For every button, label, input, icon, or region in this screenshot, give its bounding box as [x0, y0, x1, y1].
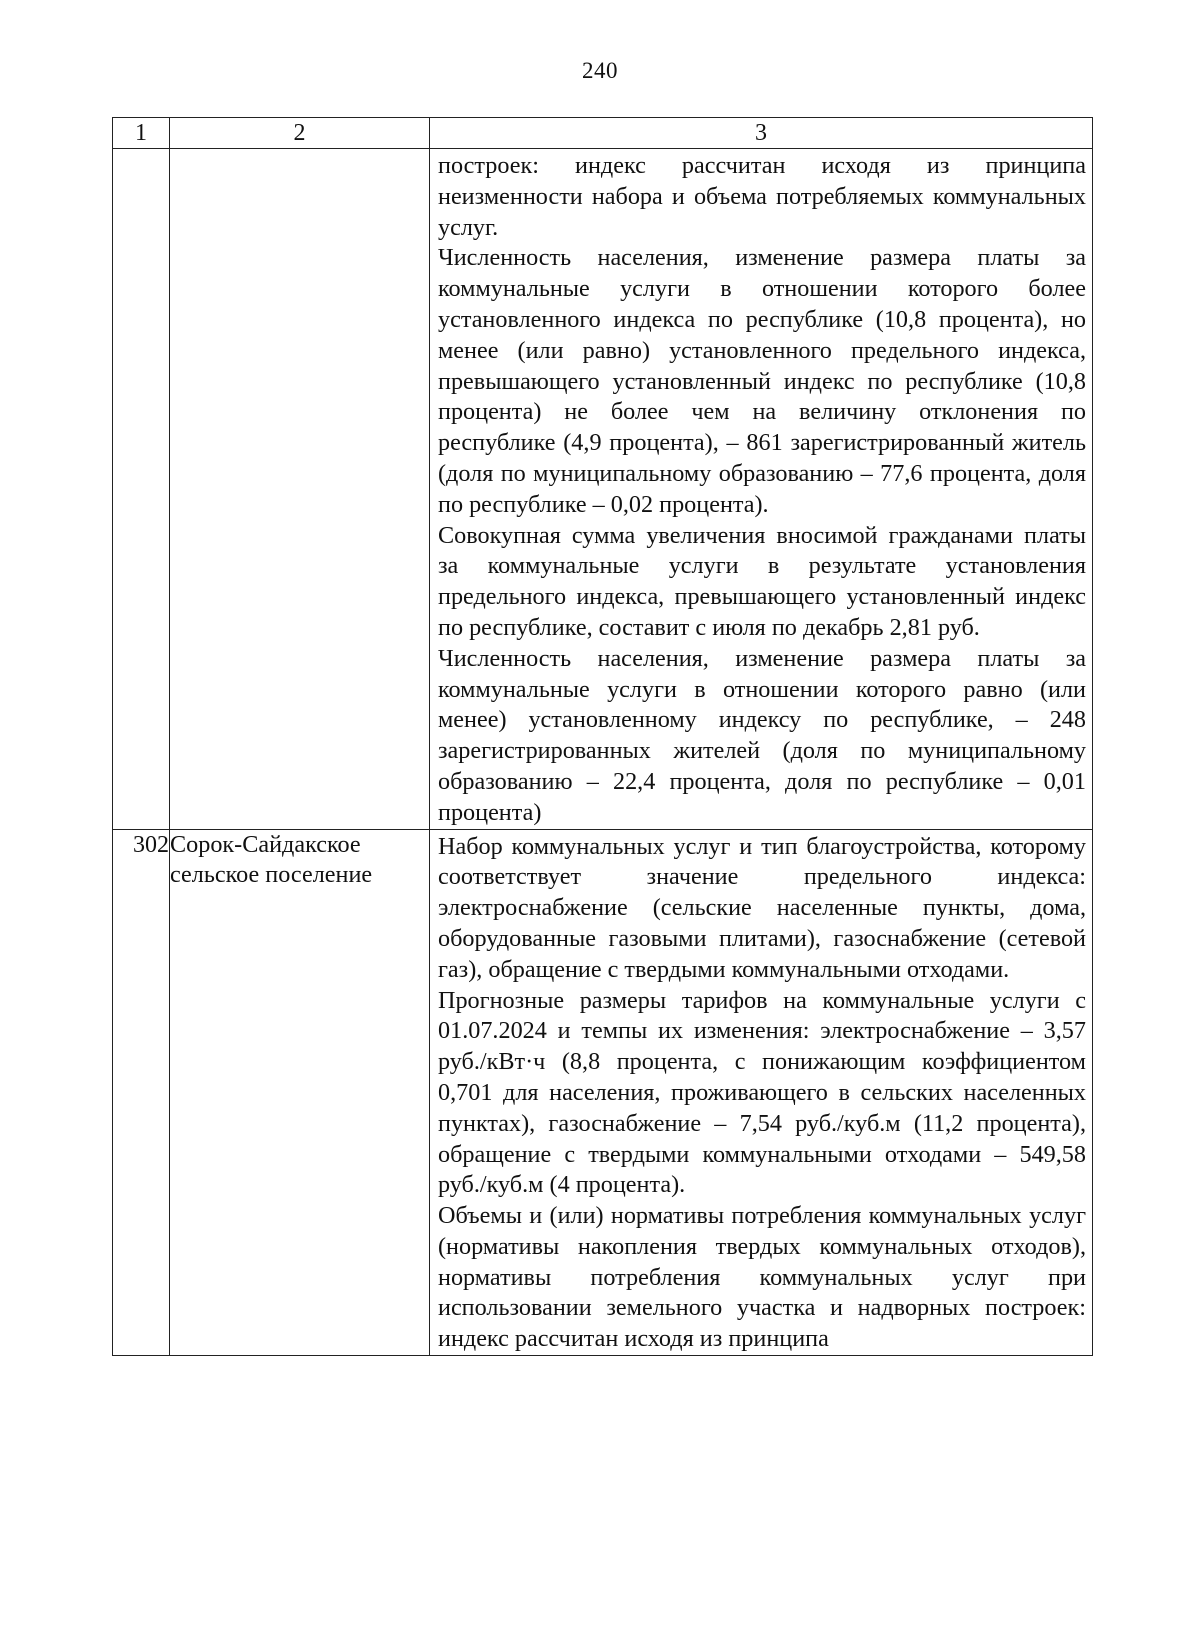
- municipality-name-line: сельское поселение: [170, 861, 373, 889]
- municipality-name-line: Сорок-Сайдакское: [170, 830, 361, 858]
- description-paragraph: Численность населения, изменение размера платы за коммунальные услуги в отношении которого более установленного индекса по республике (10,8 процента), но менее (или равно) установленного предельного индекса, превышающего установленный индекс по республике (10,8 процента) не более чем на величину отклонения по республике (4,9 процента), – 861 зарегистрированный житель (доля по муниципальному образованию – 77,6 процента, доля по республике – 0,02 процента).: [438, 244, 1086, 518]
- page-number: 240: [582, 58, 618, 83]
- description-paragraph: Численность населения, изменение размера платы за коммунальные услуги в отношении которого равно (или менее) установленному индексу по республике, – 248 зарегистрированных жителей (доля по муниципальному образованию – 22,4 процента, доля по республике – 0,01 процента): [438, 644, 1086, 826]
- table-row: [113, 829, 1093, 1356]
- row-number: 302: [113, 829, 170, 1356]
- tariff-table: [112, 117, 1093, 1356]
- municipality-name: [170, 149, 430, 830]
- row-description: [430, 829, 1093, 1356]
- description-paragraph: построек: индекс рассчитан исходя из принципа неизменности набора и объема потребляемых коммунальных услуг.: [438, 152, 1086, 241]
- row-description: [430, 149, 1093, 830]
- description-paragraph: Объемы и (или) нормативы потребления коммунальных услуг (нормативы накопления твердых коммунальных отходов), нормативы потребления коммунальных услуг при использовании земельного участка и надворных построек: индекс рассчитан исходя из принципа: [438, 1202, 1086, 1353]
- table-header-row: [113, 118, 1093, 149]
- column-header-3: 3: [430, 118, 1093, 149]
- description-paragraph: Совокупная сумма увеличения вносимой гражданами платы за коммунальные услуги в результате установления предельного индекса, превышающего установленный индекс по республике, составит с июля по декабрь 2,81 руб.: [438, 521, 1086, 641]
- table-row: [113, 149, 1093, 830]
- column-header-1: 1: [113, 118, 170, 149]
- column-header-2: 2: [170, 118, 430, 149]
- municipality-name: [170, 829, 430, 1356]
- row-number: [113, 149, 170, 830]
- description-paragraph: Набор коммунальных услуг и тип благоустройства, которому соответствует значение предельного индекса: электроснабжение (сельские населенные пункты, дома, оборудованные газовыми плитами), газоснабжение (сетевой газ), обращение с твердыми коммунальными отходами.: [438, 832, 1086, 983]
- description-paragraph: Прогнозные размеры тарифов на коммунальные услуги с 01.07.2024 и темпы их изменения: электроснабжение – 3,57 руб./кВт·ч (8,8 процента, с понижающим коэффициентом 0,701 для населения, проживающего в сельских населенных пунктах), газоснабжение – 7,54 руб./куб.м (11,2 процента), обращение с твердыми коммунальными отходами – 549,58 руб./куб.м (4 процента).: [438, 986, 1086, 1199]
